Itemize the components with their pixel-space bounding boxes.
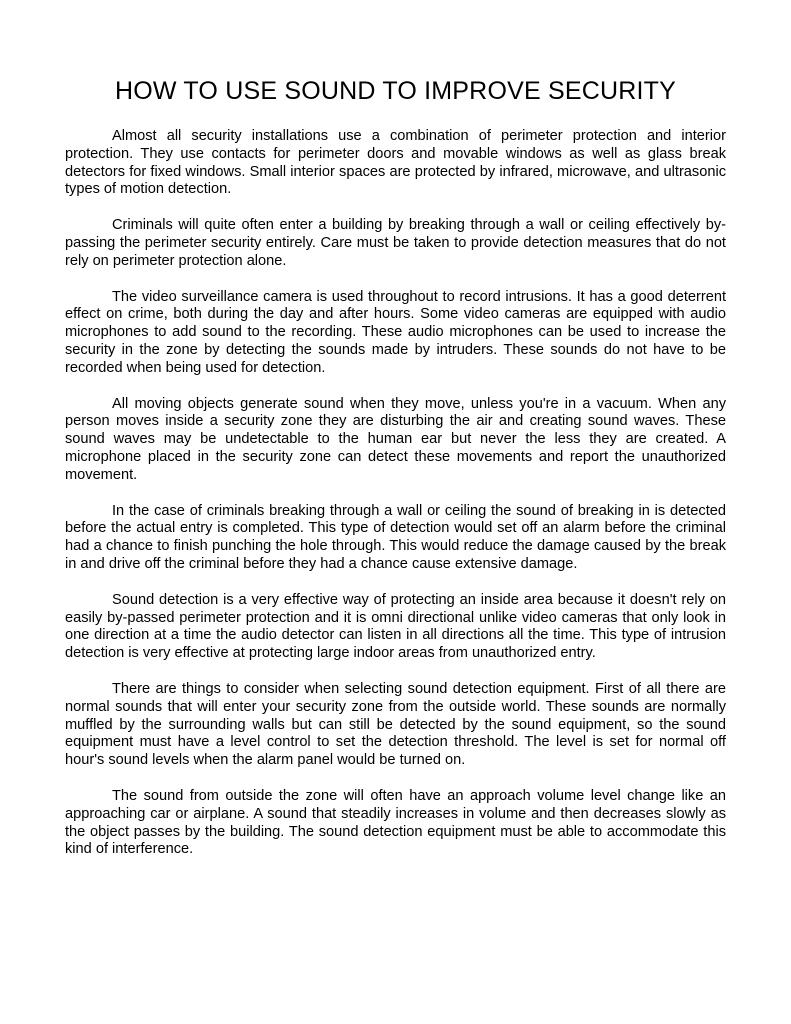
paragraph-3: The video surveillance camera is used throughout to record intrusions. It has a good deterrent effect on crime, both during the day and after hours. Some video cameras are equipped with audio microphones to add sound to the recording. These audio microphones can be used to increase the security in the zone by detecting the sounds made by intruders. These sounds do not have to be recorded when being used for detection. [65,288,726,376]
paragraph-8: The sound from outside the zone will often have an approach volume level change like an approaching car or airplane. A sound that steadily increases in volume and then decreases slowly as the object passes by the building. The sound detection equipment must be able to accommodate this kind of interference. [65,787,726,858]
paragraph-4: All moving objects generate sound when they move, unless you're in a vacuum. When any person moves inside a security zone they are disturbing the air and creating sound waves. These sound waves may be undetectable to the human ear but never the less they are created. A microphone placed in the security zone can detect these movements and report the unauthorized movement. [65,395,726,483]
paragraph-7: There are things to consider when selecting sound detection equipment. First of all there are normal sounds that will enter your security zone from the outside world. These sounds are normally muffled by the surrounding walls but can still be detected by the sound equipment, so the sound equipment must have a level control to set the detection threshold. The level is set for normal off hour's sound levels when the alarm panel would be turned on. [65,680,726,769]
document-title: HOW TO USE SOUND TO IMPROVE SECURITY [115,77,676,105]
paragraph-6: Sound detection is a very effective way of protecting an inside area because it doesn't rely on easily by-passed perimeter protection and it is omni directional unlike video cameras that only look in one direction at a time the audio detector can listen in all directions all the time. This type of intrusion detection is very effective at protecting large indoor areas from unauthorized entry. [65,591,726,662]
document-page [65,76,726,877]
paragraph-5: In the case of criminals breaking through a wall or ceiling the sound of breaking in is detected before the actual entry is completed. This type of detection would set off an alarm before the criminal had a chance to finish punching the hole through. This would reduce the damage caused by the break in and drive off the criminal before they had a chance cause extensive damage. [65,502,726,572]
paragraph-1: Almost all security installations use a combination of perimeter protection and interior protection. They use contacts for perimeter doors and movable windows as well as glass break detectors for fixed windows. Small interior spaces are protected by infrared, microwave, and ultrasonic types of motion detection. [65,128,726,198]
paragraph-2: Criminals will quite often enter a building by breaking through a wall or ceiling effectively by-passing the perimeter security entirely. Care must be taken to provide detection measures that do not rely on perimeter protection alone. [65,217,726,269]
